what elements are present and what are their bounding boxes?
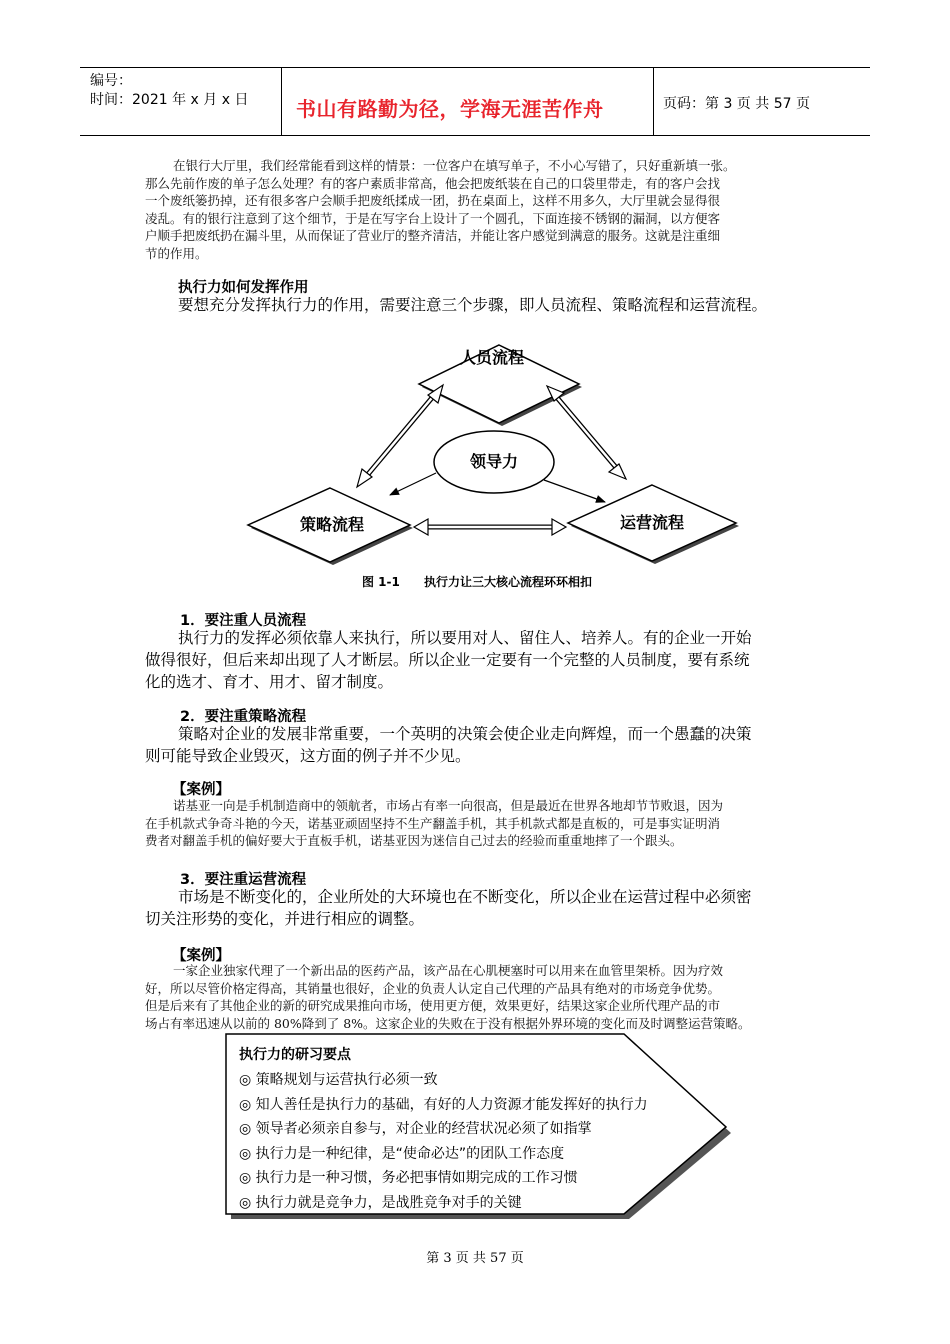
intro-line: 节的作用。 (145, 245, 208, 261)
section-text-exec: 要想充分发挥执行力的作用，需要注意三个步骤，即人员流程、策略流程和运营流程。 (178, 296, 768, 314)
section-heading-strategy: 2．要注重策略流程 (180, 709, 307, 725)
text-line: 好，所以尽管价格定得高，其销量也很好，企业的负责人认定自己代理的产品具有绝对的市场竞争优势。 (145, 980, 721, 996)
intro-paragraph (145, 157, 820, 262)
list-item-text: 执行力是一种纪律，是“使命必达”的团队工作态度 (255, 1145, 565, 1162)
list-item (239, 1093, 648, 1118)
list-item (239, 1191, 648, 1216)
list-item-text: 领导者必须亲自参与，对企业的经营状况必须了如指掌 (255, 1121, 592, 1137)
double-arrow-strategy-operations (414, 519, 566, 535)
operations-process-node (568, 485, 739, 564)
leadership-node (434, 431, 554, 493)
people-process-label: 人员流程 (459, 348, 525, 367)
page-footer: 第 3 页 共 57 页 (426, 1251, 524, 1266)
header-divider-right (653, 67, 654, 136)
section-text-strategy (145, 723, 825, 767)
list-item-text: 执行力是一种习惯，务必把事情如期完成的工作习惯 (255, 1170, 578, 1186)
case-label: 【案例】 (172, 782, 230, 798)
header-motto: 书山有路勤为径，学海无涯苦作舟 (296, 97, 604, 121)
case-text-medical (145, 962, 825, 1032)
figure-caption-number: 图 1-1 (362, 575, 400, 589)
text-line: 做得很好，但后来却出现了人才断层。所以企业一定要有一个完整的人员制度，要有系统 (145, 651, 750, 669)
list-item-text: 执行力就是竞争力，是战胜竞争对手的关键 (255, 1194, 522, 1211)
section-heading-operations: 3．要注重运营流程 (180, 872, 307, 888)
bullet-icon: ◎ (239, 1194, 252, 1211)
leadership-label: 领导力 (469, 452, 519, 471)
text-line: 切关注形势的变化，并进行相应的调整。 (145, 910, 425, 928)
header-page-number: 页码：第 3 页 共 57 页 (663, 96, 810, 112)
double-arrow-people-operations (547, 386, 626, 479)
intro-line: 那么先前作废的单子怎么处理？有的客户素质非常高，他会把废纸装在自己的口袋里带走，有的客户会找 (145, 175, 721, 191)
intro-line: 在银行大厅里，我们经常能看到这样的情景：一位客户在填写单子，不小心写错了，只好重新填一张。 (173, 158, 736, 173)
process-diagram (240, 320, 750, 570)
header-divider-left (281, 67, 282, 136)
text-line: 化的选才、育才、用才、留才制度。 (145, 673, 394, 691)
text-line: 市场是不断变化的，企业所处的大环境也在不断变化，所以企业在运营过程中必须密 (178, 888, 752, 906)
header-number: 编号： (90, 73, 132, 89)
bullet-icon: ◎ (239, 1072, 252, 1088)
text-line: 但是后来有了其他企业的新的研究成果推向市场，使用更方便，效果更好，结果这家企业所代理产品的市 (145, 998, 721, 1013)
study-box-list (239, 1068, 648, 1215)
strategy-process-label: 策略流程 (299, 515, 365, 534)
section-text-people (145, 627, 825, 693)
list-item-text: 策略规划与运营执行必须一致 (255, 1072, 438, 1088)
section-heading-people: 1．要注重人员流程 (180, 613, 307, 629)
header-bottom-rule (80, 135, 870, 136)
operations-process-label: 运营流程 (619, 513, 685, 532)
case-label: 【案例】 (172, 948, 230, 964)
arrow-leadership-to-operations (544, 480, 605, 502)
list-item (239, 1166, 648, 1191)
text-line: 执行力的发挥必须依靠人来执行，所以要用对人、留住人、培养人。有的企业一开始 (178, 629, 752, 647)
header-top-rule (80, 67, 870, 68)
case-text-nokia (145, 797, 825, 850)
arrow-leadership-to-strategy (390, 473, 436, 495)
text-line: 在手机款式争奇斗艳的今天，诺基亚顽固坚持不生产翻盖手机，其手机款式都是直板的，可是事实证明消 (145, 815, 721, 831)
study-box-title: 执行力的研习要点 (239, 1047, 351, 1063)
list-item (239, 1142, 648, 1167)
text-line: 费者对翻盖手机的偏好要大于直板手机，诺基亚因为迷信自己过去的经验而重重地摔了一个跟头。 (145, 833, 683, 848)
intro-line: 凌乱。有的银行注意到了这个细节，于是在写字台上设计了一个圆孔，下面连接不锈钢的漏洞，以方便客 (145, 210, 721, 226)
text-line: 场占有率迅速从以前的 80%降到了 8%。这家企业的失败在于没有根据外界环境的变化而及时调整运营策略。 (145, 1015, 751, 1031)
bullet-icon: ◎ (239, 1145, 252, 1162)
double-arrow-people-strategy (357, 385, 443, 487)
text-line: 策略对企业的发展非常重要，一个英明的决策会使企业走向辉煌，而一个愚蠢的决策 (178, 725, 752, 743)
text-line: 诺基亚一向是手机制造商中的领航者，市场占有率一向很高，但是最近在世界各地却节节败退，因为 (173, 798, 724, 813)
intro-line: 户顺手把废纸扔在漏斗里，从而保证了营业厅的整齐清洁，并能让客户感觉到满意的服务。这就是注重细 (145, 228, 721, 243)
bullet-icon: ◎ (239, 1121, 252, 1137)
header-date: 时间：2021 年 x 月 x 日 (90, 92, 249, 108)
list-item (239, 1117, 648, 1142)
list-item (239, 1068, 648, 1093)
bullet-icon: ◎ (239, 1096, 252, 1113)
intro-line: 一个废纸篓扔掉，还有很多客户会顺手把废纸揉成一团，扔在桌面上，这样不用多久，大厅里就会显得很 (145, 193, 721, 208)
strategy-process-node (248, 488, 413, 565)
section-text-operations (145, 886, 825, 930)
section-heading-exec: 执行力如何发挥作用 (178, 280, 309, 296)
text-line: 则可能导致企业毁灭，这方面的例子并不少见。 (145, 747, 471, 765)
text-line: 一家企业独家代理了一个新出品的医药产品，该产品在心肌梗塞时可以用来在血管里架桥。因为疗效 (173, 963, 724, 978)
bullet-icon: ◎ (239, 1170, 252, 1186)
list-item-text: 知人善任是执行力的基础，有好的人力资源才能发挥好的执行力 (255, 1096, 648, 1113)
figure-caption-text: 执行力让三大核心流程环环相扣 (424, 575, 593, 589)
